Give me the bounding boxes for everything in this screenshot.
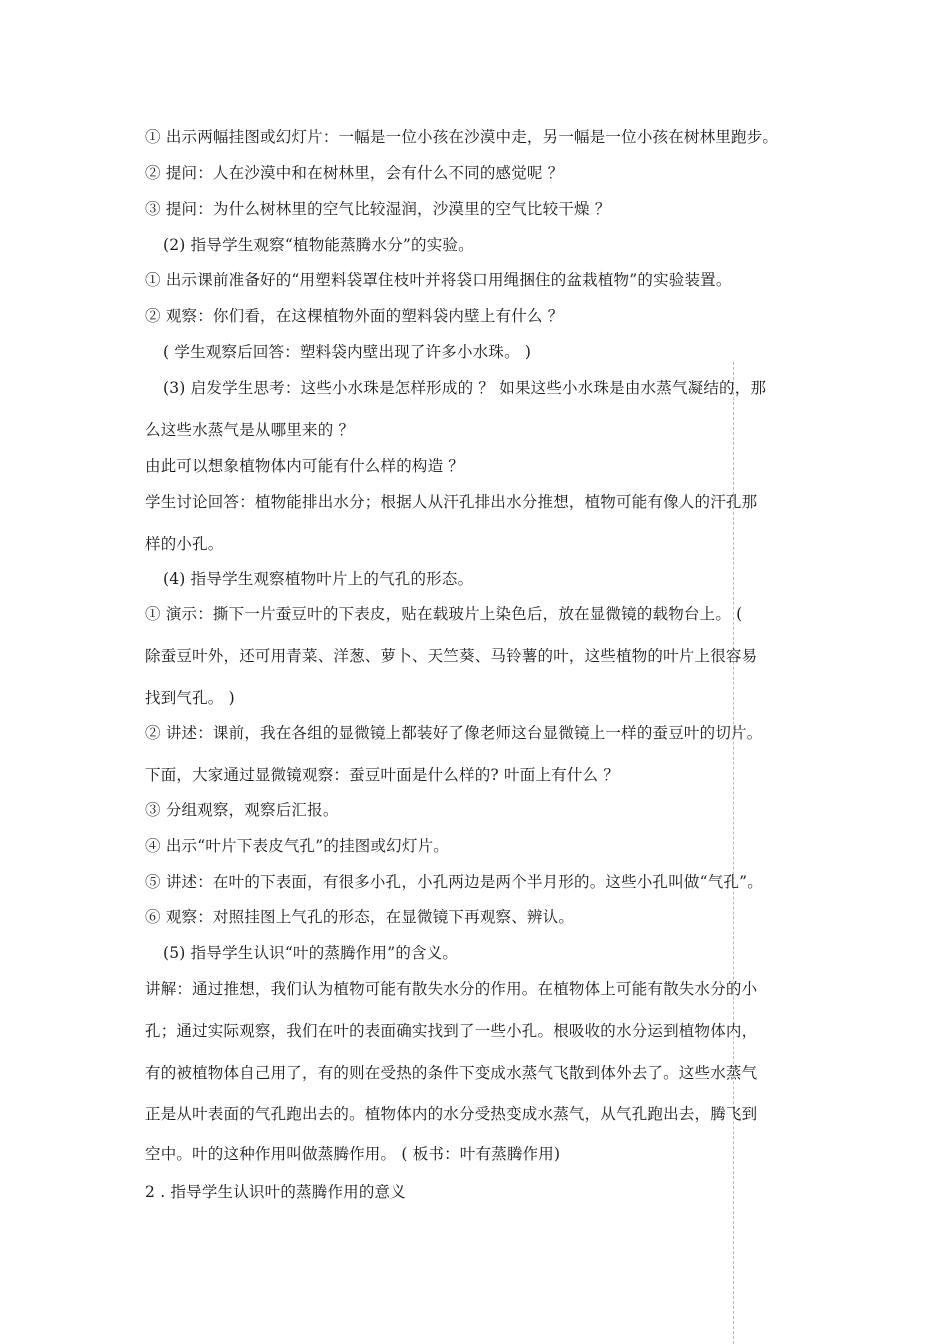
text-line: 下面，大家通过显微镜观察：蚕豆叶面是什么样的? 叶面上有什么 ？ [145, 766, 620, 784]
text-line: 孔；通过实际观察，我们在叶的表面确实找到了一些小孔。根吸收的水分运到植物体内， [145, 1022, 758, 1040]
text-line: ⑥ 观察：对照挂图上气孔的形态，在显微镜下再观察、辨认。 [145, 908, 575, 926]
text-line: 空中。叶的这种作用叫做蒸腾作用。 ( 板书：叶有蒸腾作用) [145, 1145, 561, 1163]
text-line: 正是从叶表面的气孔跑出去的。植物体内的水分受热变成水蒸气，从气孔跑出去，腾飞到 [145, 1105, 758, 1123]
text-line: ② 提问：人在沙漠中和在树林里，会有什么不同的感觉呢 ？ [145, 164, 564, 182]
text-line: 有的被植物体自己用了，有的则在受热的条件下变成水蒸气飞散到体外去了。这些水蒸气 [145, 1064, 758, 1082]
section-heading: 2 . 指导学生认识叶的蒸腾作用的意义 [145, 1183, 406, 1201]
section-heading: (5) 指导学生认识“叶的蒸腾作用”的含义。 [163, 944, 459, 962]
section-heading: (3) 启发学生思考：这些小水珠是怎样形成的 ？ 如果这些小水珠是由水蒸气凝结的，那 [163, 379, 767, 397]
text-line: ① 演示：撕下一片蚕豆叶的下表皮，贴在载玻片上染色后，放在显微镜的载物台上。 ( [145, 605, 743, 623]
text-line: 么这些水蒸气是从哪里来的 ？ [145, 421, 355, 439]
section-heading: (2) 指导学生观察“植物能蒸腾水分”的实验。 [163, 236, 474, 254]
section-heading: (4) 指导学生观察植物叶片上的气孔的形态。 [163, 570, 474, 588]
text-line: ③ 分组观察，观察后汇报。 [145, 801, 339, 819]
text-line: ① 出示两幅挂图或幻灯片：一幅是一位小孩在沙漠中走，另一幅是一位小孩在树林里跑步。 [145, 128, 779, 146]
text-line: ④ 出示“叶片下表皮气孔”的挂图或幻灯片。 [145, 837, 449, 855]
text-line: 样的小孔。 [145, 535, 224, 553]
text-line: 除蚕豆叶外，还可用青菜、洋葱、萝卜、天竺葵、马铃薯的叶，这些植物的叶片上很容易 [145, 647, 758, 665]
text-line: ( 学生观察后回答：塑料袋内壁出现了许多小水珠。 ) [163, 343, 532, 361]
text-line: 找到气孔。 ) [145, 689, 235, 707]
text-line: ② 讲述：课前，我在各组的显微镜上都装好了像老师这台显微镜上一样的蚕豆叶的切片。 [145, 724, 763, 742]
text-line: ⑤ 讲述：在叶的下表面，有很多小孔，小孔两边是两个半月形的。这些小孔叫做“气孔”。 [145, 873, 763, 891]
text-line: ② 观察：你们看，在这棵植物外面的塑料袋内壁上有什么 ？ [145, 307, 564, 325]
text-line: 讲解：通过推想，我们认为植物可能有散失水分的作用。在植物体上可能有散失水分的小 [145, 980, 758, 998]
text-line: 由此可以想象植物体内可能有什么样的构造 ？ [145, 457, 465, 475]
text-line: 学生讨论回答：植物能排出水分；根据人从汗孔排出水分推想，植物可能有像人的汗孔那 [145, 493, 758, 511]
text-line: ① 出示课前准备好的“用塑料袋罩住枝叶并将袋口用绳捆住的盆栽植物”的实验装置。 [145, 271, 732, 289]
text-line: ③ 提问：为什么树林里的空气比较湿润，沙漠里的空气比较干燥 ？ [145, 200, 611, 218]
